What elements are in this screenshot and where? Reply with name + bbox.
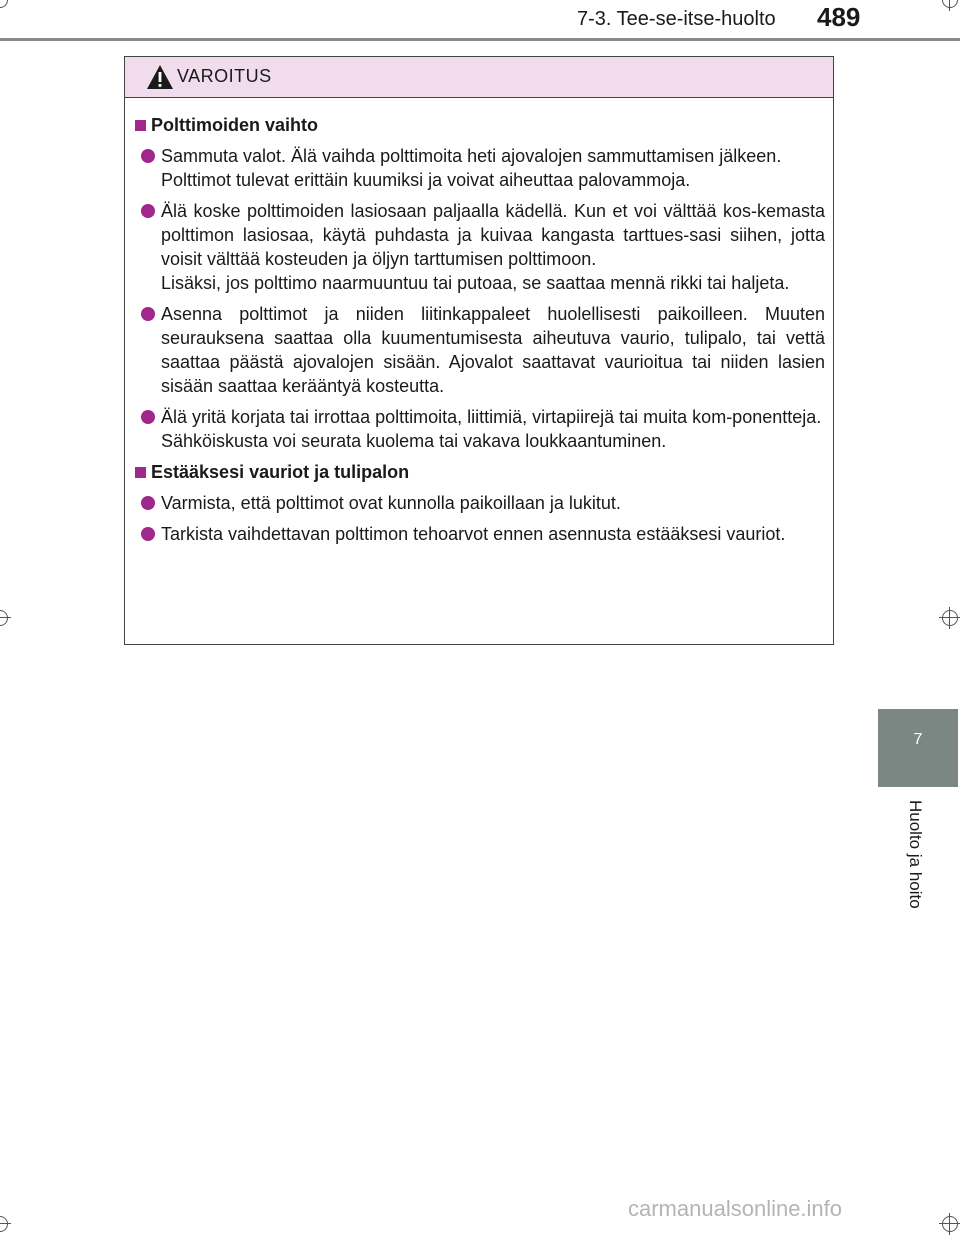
- paragraph: Polttimot tulevat erittäin kuumiksi ja voivat aiheuttaa palovammoja.: [161, 170, 691, 190]
- list-item-text: [161, 522, 825, 546]
- round-bullet-icon: [141, 496, 155, 510]
- warning-header: [125, 57, 833, 98]
- section-heading-text: Polttimoiden vaihto: [151, 115, 319, 135]
- warning-section: [133, 113, 825, 453]
- chapter-label: Huolto ja hoito: [906, 800, 925, 909]
- warning-triangle-icon: [145, 63, 175, 91]
- warning-box: [124, 56, 834, 645]
- paragraph: Varmista, että polttimot ovat kunnolla paikoillaan ja lukitut.: [161, 493, 621, 513]
- list-item: [133, 405, 825, 453]
- list-item-text: [161, 199, 825, 295]
- warning-section: [133, 460, 825, 546]
- registration-mark-bottom-right: [939, 1213, 960, 1235]
- paragraph: Sähköiskusta voi seurata kuolema tai vakava loukkaantuminen.: [161, 431, 667, 451]
- section-heading: [133, 113, 825, 137]
- square-bullet-icon: [135, 467, 146, 478]
- list-item: [133, 144, 825, 192]
- watermark: carmanualsonline.info: [628, 1196, 843, 1221]
- list-item-text: [161, 405, 825, 453]
- paragraph: Asenna polttimot ja niiden liitinkappaleet huolellisesti paikoilleen. Muuten seurauksena saattaa olla kuumentumisesta aiheutuva vaurio, tulipalo, tai vettä saattaa päästä ajovalojen sisään. Ajovalot saattavat vaurioitua tai niiden lasien sisään saattaa kerääntyä kosteutta.: [161, 304, 825, 396]
- section-heading-text: Estääksesi vauriot ja tulipalon: [151, 462, 410, 482]
- list-item: [133, 522, 825, 546]
- round-bullet-icon: [141, 307, 155, 321]
- round-bullet-icon: [141, 527, 155, 541]
- round-bullet-icon: [141, 204, 155, 218]
- header-rule: [0, 38, 960, 41]
- warning-title: VAROITUS: [177, 66, 272, 86]
- paragraph: Tarkista vaihdettavan polttimon tehoarvot ennen asennusta estääksesi vauriot.: [161, 524, 786, 544]
- section-heading: [133, 460, 825, 484]
- list-item: [133, 199, 825, 295]
- section-title: 7-3. Tee-se-itse-huolto: [577, 8, 776, 30]
- paragraph: Lisäksi, jos polttimo naarmuuntuu tai putoaa, se saattaa mennä rikki tai haljeta.: [161, 273, 790, 293]
- list-item-text: [161, 144, 825, 192]
- square-bullet-icon: [135, 120, 146, 131]
- list-item: [133, 302, 825, 398]
- registration-mark-mid-left: [0, 607, 11, 629]
- list-item-text: [161, 491, 825, 515]
- chapter-tab: [878, 709, 958, 787]
- list-item: [133, 491, 825, 515]
- page-header: [0, 0, 960, 40]
- registration-mark-mid-right: [939, 607, 960, 629]
- warning-body: [125, 98, 833, 546]
- paragraph: Älä koske polttimoiden lasiosaan paljaalla kädellä. Kun et voi välttää kos-kemasta polttimon lasiosaa, käytä puhdasta ja kuivaa kangasta tarttues-sasi siihen, jotta voisit välttää kosteuden ja öljyn tarttumisen polttimoon.: [161, 201, 825, 269]
- chapter-number: 7: [913, 731, 923, 748]
- list-item-text: [161, 302, 825, 398]
- round-bullet-icon: [141, 410, 155, 424]
- round-bullet-icon: [141, 149, 155, 163]
- registration-mark-bottom-left: [0, 1213, 11, 1235]
- paragraph: Sammuta valot. Älä vaihda polttimoita heti ajovalojen sammuttamisen jälkeen.: [161, 146, 782, 166]
- paragraph: Älä yritä korjata tai irrottaa polttimoita, liittimiä, virtapiirejä tai muita kom-ponentteja.: [161, 407, 822, 427]
- page-number: 489: [817, 2, 861, 32]
